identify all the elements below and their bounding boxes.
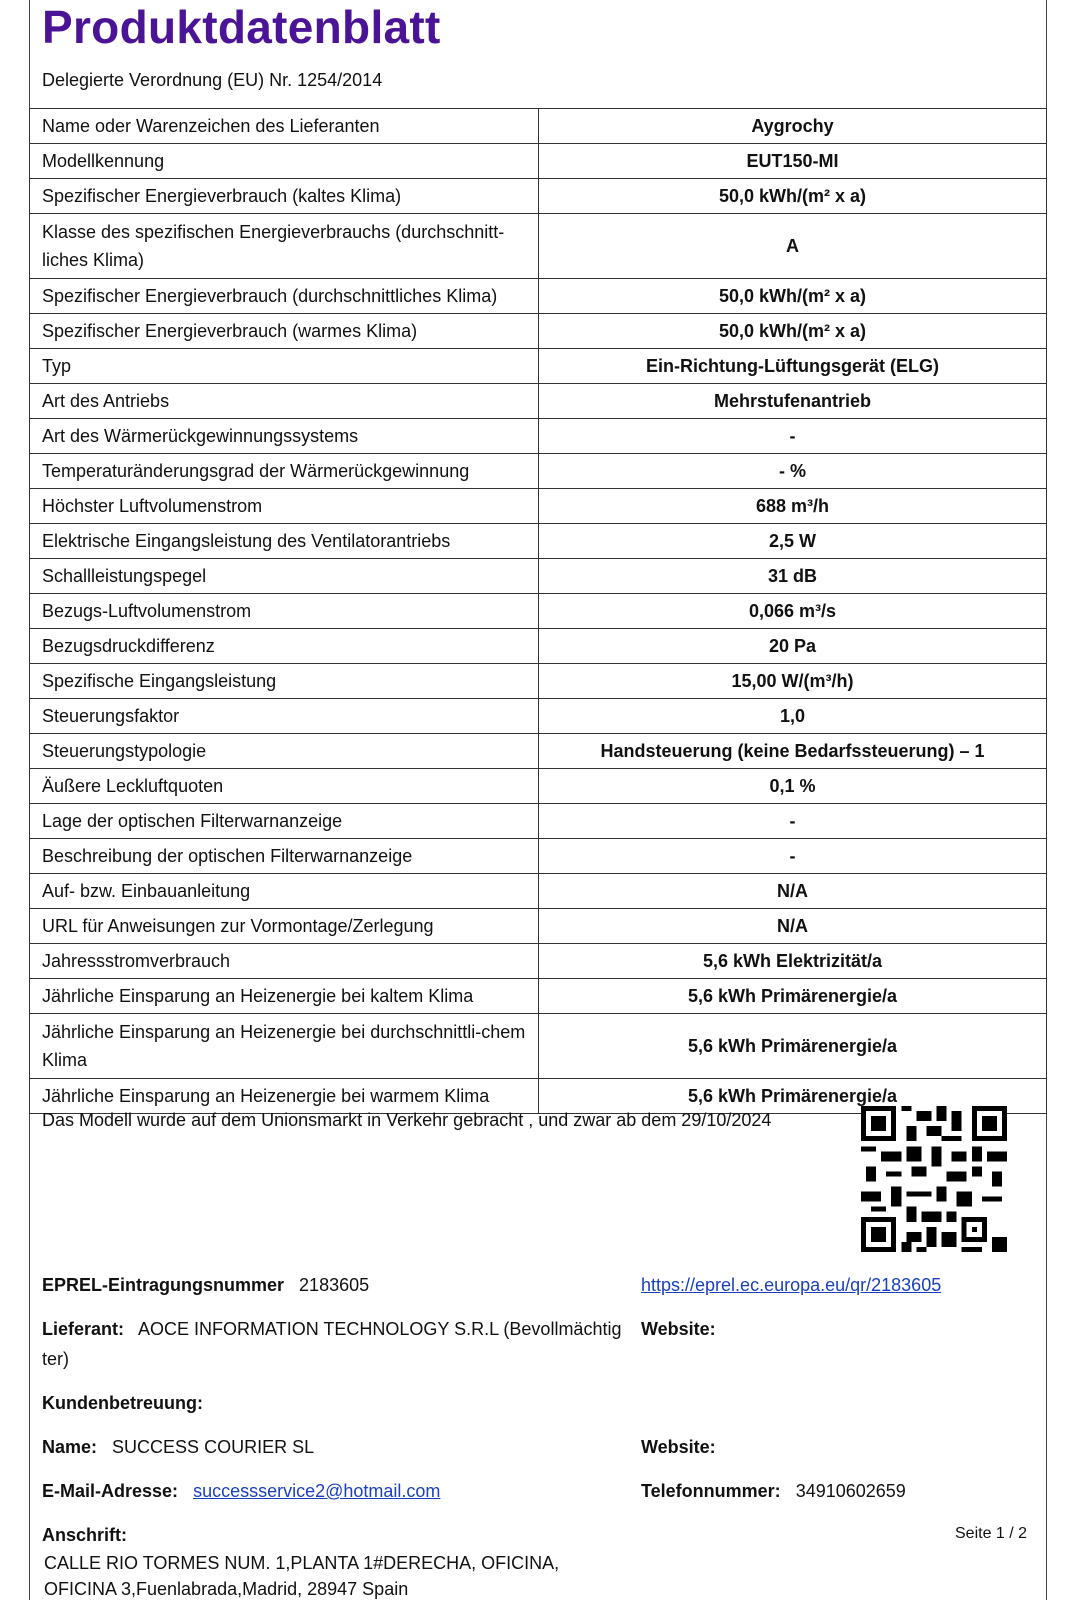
spec-label: Modellkennung (30, 144, 539, 179)
spec-value: - % (539, 454, 1047, 489)
eprel-link[interactable]: https://eprel.ec.europa.eu/qr/2183605 (641, 1275, 942, 1295)
spec-value: - (539, 839, 1047, 874)
spec-label: Beschreibung der optischen Filterwarnanzeige (30, 839, 539, 874)
spec-value: 5,6 kWh Primärenergie/a (539, 1079, 1047, 1114)
name-line (42, 1437, 314, 1458)
spec-row (30, 179, 1047, 214)
email-line (42, 1481, 440, 1502)
spec-value: N/A (539, 909, 1047, 944)
page-number: Seite 1 / 2 (955, 1525, 1028, 1542)
spec-label: Spezifischer Energieverbrauch (warmes Klima) (30, 314, 539, 349)
spec-row (30, 839, 1047, 874)
spec-label: Steuerungstypologie (30, 734, 539, 769)
spec-label: Jährliche Einsparung an Heizenergie bei kaltem Klima (30, 979, 539, 1014)
name-label: Name: (42, 1437, 98, 1457)
spec-label: Spezifische Eingangsleistung (30, 664, 539, 699)
spec-label: Steuerungsfaktor (30, 699, 539, 734)
spec-label: Jahressstromverbrauch (30, 944, 539, 979)
address-line-1: CALLE RIO TORMES NUM. 1,PLANTA 1#DERECHA, OFICINA, (44, 1553, 560, 1573)
phone-label: Telefonnummer: (641, 1481, 781, 1501)
spec-value: 5,6 kWh Primärenergie/a (539, 1014, 1047, 1079)
spec-value: 688 m³/h (539, 489, 1047, 524)
qr-code[interactable] (861, 1106, 1007, 1252)
supplier-line (42, 1319, 621, 1340)
spec-row (30, 944, 1047, 979)
spec-value: 50,0 kWh/(m² x a) (539, 179, 1047, 214)
spec-row (30, 629, 1047, 664)
spec-value: 5,6 kWh Elektrizität/a (539, 944, 1047, 979)
spec-value: 5,6 kWh Primärenergie/a (539, 979, 1047, 1014)
eprel-line (42, 1275, 369, 1296)
spec-row (30, 524, 1047, 559)
spec-value: Mehrstufenantrieb (539, 384, 1047, 419)
regulation-reference: Delegierte Verordnung (EU) Nr. 1254/2014 (42, 70, 383, 90)
spec-value: 2,5 W (539, 524, 1047, 559)
spec-table (29, 108, 1047, 1114)
supplier-value-cont: ter) (42, 1349, 69, 1369)
spec-row (30, 314, 1047, 349)
spec-row (30, 144, 1047, 179)
spec-label: URL für Anweisungen zur Vormontage/Zerlegung (30, 909, 539, 944)
spec-row (30, 664, 1047, 699)
spec-label: Höchster Luftvolumenstrom (30, 489, 539, 524)
spec-label: Spezifischer Energieverbrauch (kaltes Klima) (30, 179, 539, 214)
email-label: E-Mail-Adresse: (42, 1481, 179, 1501)
spec-row (30, 979, 1047, 1014)
spec-value: Aygrochy (539, 109, 1047, 144)
supplier-label: Lieferant: (42, 1319, 125, 1339)
spec-value: N/A (539, 874, 1047, 909)
spec-value: Ein-Richtung-Lüftungsgerät (ELG) (539, 349, 1047, 384)
address-label: Anschrift: (42, 1525, 127, 1545)
supplier-website-label: Website: (641, 1319, 716, 1339)
spec-label: Art des Antriebs (30, 384, 539, 419)
spec-row (30, 279, 1047, 314)
spec-value: 0,066 m³/s (539, 594, 1047, 629)
customer-service-label: Kundenbetreuung: (42, 1393, 203, 1413)
email-link[interactable]: successservice2@hotmail.com (193, 1481, 441, 1501)
spec-row (30, 804, 1047, 839)
spec-row (30, 109, 1047, 144)
spec-row (30, 384, 1047, 419)
spec-row (30, 874, 1047, 909)
phone-line (641, 1481, 906, 1502)
spec-row (30, 559, 1047, 594)
spec-label: Temperaturänderungsgrad der Wärmerückgewinnung (30, 454, 539, 489)
spec-value: 31 dB (539, 559, 1047, 594)
spec-label: Schallleistungspegel (30, 559, 539, 594)
spec-value: - (539, 419, 1047, 454)
spec-label: Auf- bzw. Einbauanleitung (30, 874, 539, 909)
spec-row (30, 909, 1047, 944)
phone-value: 34910602659 (795, 1481, 906, 1501)
spec-value: 50,0 kWh/(m² x a) (539, 279, 1047, 314)
supplier-value: AOCE INFORMATION TECHNOLOGY S.R.L (Bevollmächtig (138, 1319, 622, 1339)
spec-value: 50,0 kWh/(m² x a) (539, 314, 1047, 349)
spec-label: Name oder Warenzeichen des Lieferanten (30, 109, 539, 144)
spec-value: Handsteuerung (keine Bedarfssteuerung) – 1 (539, 734, 1047, 769)
spec-label: Bezugs-Luftvolumenstrom (30, 594, 539, 629)
spec-value: 1,0 (539, 699, 1047, 734)
spec-label: Jährliche Einsparung an Heizenergie bei durchschnittli-chem Klima (30, 1014, 539, 1079)
spec-label: Äußere Leckluftquoten (30, 769, 539, 804)
spec-label: Lage der optischen Filterwarnanzeige (30, 804, 539, 839)
spec-label: Spezifischer Energieverbrauch (durchschnittliches Klima) (30, 279, 539, 314)
address-line-2: OFICINA 3,Fuenlabrada,Madrid, 28947 Spain (44, 1579, 409, 1599)
eprel-number: 2183605 (299, 1275, 370, 1295)
spec-value: 15,00 W/(m³/h) (539, 664, 1047, 699)
spec-row (30, 1014, 1047, 1079)
spec-value: A (539, 214, 1047, 279)
spec-row (30, 699, 1047, 734)
name-value: SUCCESS COURIER SL (112, 1437, 315, 1457)
spec-row (30, 454, 1047, 489)
spec-value: 0,1 % (539, 769, 1047, 804)
market-notice: Das Modell wurde auf dem Unionsmarkt in Verkehr gebracht , und zwar ab dem 29/10/2024 (42, 1110, 772, 1130)
spec-row (30, 734, 1047, 769)
customer-website-label: Website: (641, 1437, 716, 1457)
spec-label: Bezugsdruckdifferenz (30, 629, 539, 664)
spec-value: - (539, 804, 1047, 839)
spec-label: Klasse des spezifischen Energieverbrauchs (durchschnitt-liches Klima) (30, 214, 539, 279)
spec-label: Jährliche Einsparung an Heizenergie bei warmem Klima (30, 1079, 539, 1114)
spec-value: 20 Pa (539, 629, 1047, 664)
spec-label: Typ (30, 349, 539, 384)
spec-row (30, 214, 1047, 279)
eprel-label: EPREL-Eintragungsnummer (42, 1275, 285, 1295)
spec-row (30, 594, 1047, 629)
spec-row (30, 349, 1047, 384)
page-title: Produktdatenblatt (42, 1, 441, 53)
spec-row (30, 769, 1047, 804)
spec-label: Elektrische Eingangsleistung des Ventilatorantriebs (30, 524, 539, 559)
spec-row (30, 419, 1047, 454)
spec-label: Art des Wärmerückgewinnungssystems (30, 419, 539, 454)
spec-value: EUT150-MI (539, 144, 1047, 179)
spec-row (30, 489, 1047, 524)
